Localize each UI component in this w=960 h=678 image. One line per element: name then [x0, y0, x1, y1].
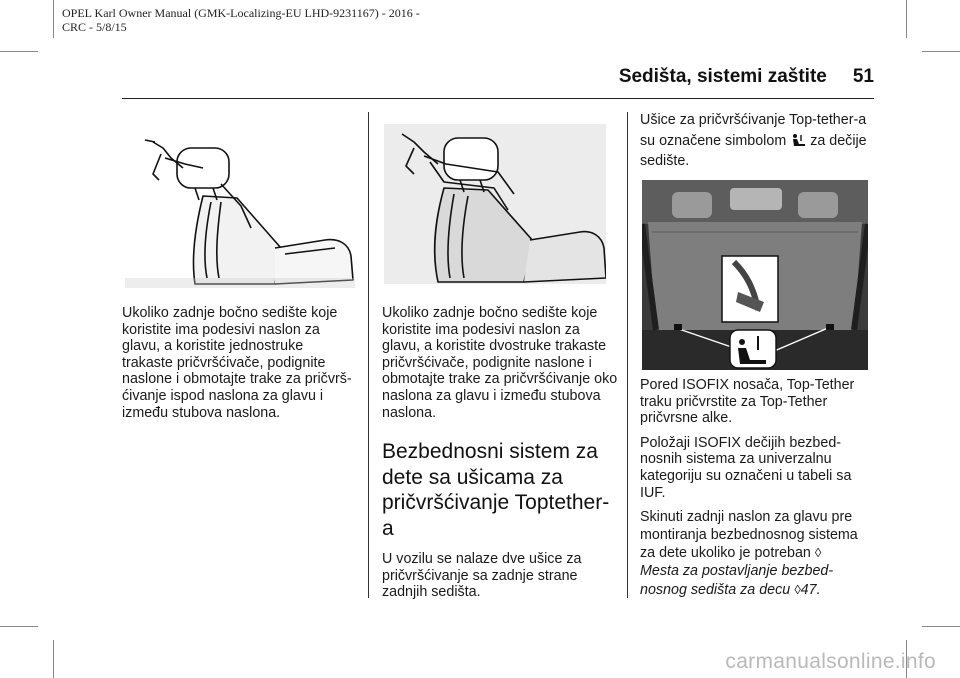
column-divider	[368, 112, 369, 598]
crop-mark	[0, 626, 38, 627]
crop-mark	[53, 0, 54, 38]
crop-mark	[0, 51, 38, 52]
section-heading: Bezbednosni sistem za dete sa ušicama za pričvršćivanje Toptether-a	[382, 440, 610, 540]
crossref-icon: ◊	[814, 545, 822, 561]
crop-mark	[906, 0, 907, 38]
column-2	[382, 305, 618, 609]
column-divider	[627, 112, 628, 598]
column-3-intro	[640, 110, 876, 180]
column-2-paragraph-1: Ukoliko zadnje bočno sedište koje koristite ima podesivi naslon za glavu, a koristite dvostruke trakaste pričvršćivače, podignite naslone i obmotajte trake za pričvršćivanje oko naslona za glavu i između stubova naslona.	[382, 305, 618, 421]
crossref-icon: ◊	[794, 581, 801, 597]
header-line-2: CRC - 5/8/15	[62, 20, 127, 34]
header-line-1: OPEL Karl Owner Manual (GMK-Localizing-EU LHD-9231167) - 2016 -	[62, 6, 420, 20]
tether-intro-text-end: za dečije sedište.	[640, 132, 867, 169]
crossref-link[interactable]: Mesta za postavljanje bezbed-nosnog sedišta za decu	[640, 562, 834, 598]
child-seat-tether-icon	[790, 133, 806, 147]
cargo-photo-drawing	[642, 180, 868, 370]
column-1	[122, 305, 354, 429]
section-title: Sedišta, sistemi zaštite	[618, 66, 827, 87]
crossref-page[interactable]: 47	[800, 581, 817, 598]
crop-mark	[922, 626, 960, 627]
column-3-paragraph-2: Pored ISOFIX nosača, Top-Tether traku pričvrstite za Top-Tether pričvrsne alke.	[640, 377, 855, 427]
column-3	[640, 377, 876, 607]
page-number: 51	[852, 66, 874, 87]
dual-strap-headrest-illustration	[384, 124, 606, 284]
column-3-paragraph-4: Skinuti zadnji naslon za glavu pre montiranja bezbednosnog sistema za dete ukoliko je potreban ◊ Mesta za postavljanje bezbed-nosnog sedišta za decu ◊47.	[640, 509, 858, 598]
watermark: carmanualsonline.info	[725, 650, 936, 673]
crop-mark	[53, 640, 54, 678]
cargo-area-tether-photo	[642, 180, 868, 370]
column-3-paragraph-3: Položaji ISOFIX dečijih bezbed-nosnih sistema za univerzalnu kategoriju su označeni u tabeli sa IUF.	[640, 434, 852, 501]
header-rule	[122, 98, 874, 99]
headrest-removal-text: Skinuti zadnji naslon za glavu pre montiranja bezbednosnog sistema za dete ukoliko je potreban	[640, 509, 858, 562]
running-head	[619, 66, 874, 88]
column-2-paragraph-2: U vozilu se nalaze dve ušice za pričvršćivanje sa zadnje strane zadnjih sedišta.	[382, 551, 582, 601]
column-1-paragraph: Ukoliko zadnje bočno sedište koje koristite ima podesivi naslon za glavu, a koristite jednostruke trakaste pričvršćivače, podignite naslone i obmotajte trake za pričvrš-ćivanje ispod naslona za glavu i između stubova naslona.	[122, 305, 352, 421]
single-strap-headrest-illustration	[125, 128, 355, 288]
tether-intro-text: Ušice za pričvršćivanje Top-tether-a su označene simbolom	[640, 112, 867, 149]
crop-mark	[922, 51, 960, 52]
document-header	[62, 6, 420, 34]
